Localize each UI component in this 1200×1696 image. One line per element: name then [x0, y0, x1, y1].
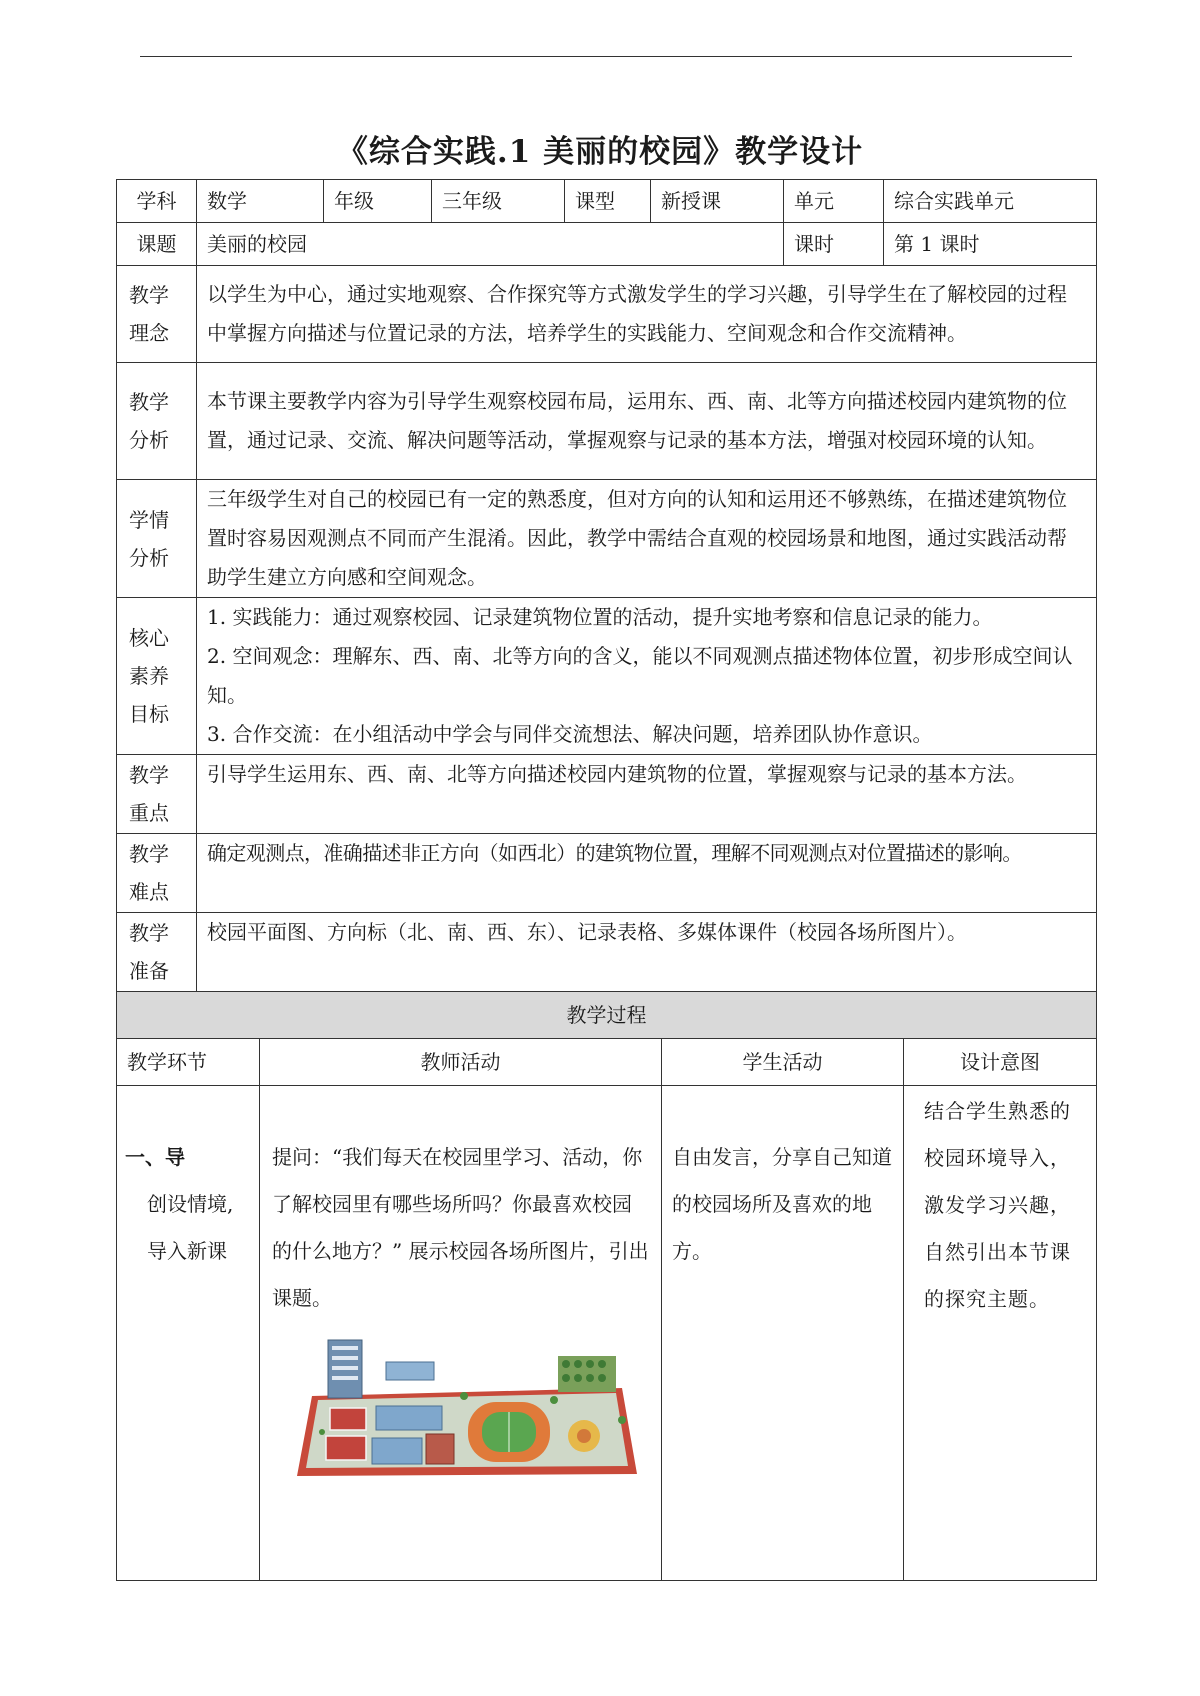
campus-map-illustration	[292, 1336, 642, 1486]
unit-label: 单元	[784, 180, 884, 223]
difficult-label-line1: 教学	[129, 842, 169, 866]
learner-text: 三年级学生对自己的校园已有一定的熟悉度，但对方向的认知和运用还不够熟练，在描述建筑物位置时容易因观测点不同而产生混淆。因此，教学中需结合直观的校园场景和地图，通过实践活动帮助学生建立方向感和空间观念。	[197, 480, 1097, 598]
stage-subtitle-line2: 导入新课	[147, 1239, 227, 1263]
unit-value: 综合实践单元	[884, 180, 1097, 223]
header-student-activity: 学生活动	[662, 1039, 904, 1086]
philosophy-label-line1: 教学	[129, 283, 169, 307]
header-teacher-activity: 教师活动	[260, 1039, 662, 1086]
difficulties-label	[117, 834, 197, 913]
topic-value: 美丽的校园	[197, 223, 784, 266]
header-rule	[140, 56, 1072, 57]
difficult-label-line2: 难点	[129, 880, 169, 904]
court-2	[326, 1436, 366, 1460]
learner-label-line2: 分析	[129, 545, 169, 570]
core-goals-list	[197, 598, 1097, 755]
design-intent-text: 结合学生熟悉的校园环境导入，激发学习兴趣，自然引出本节课的探究主题。	[924, 1099, 1071, 1311]
info-row-core-goals	[117, 598, 1097, 755]
core-goals-label	[117, 598, 197, 755]
core-label-line3: 目标	[129, 702, 169, 726]
stage-subtitle-line1: 创设情境,	[147, 1192, 234, 1216]
learner-label	[117, 480, 197, 598]
library	[372, 1438, 422, 1464]
lesson-info-table	[116, 179, 1097, 992]
header-design-intent: 设计意图	[904, 1039, 1097, 1086]
learner-label-line1: 学情	[129, 507, 169, 532]
office-building	[386, 1362, 434, 1380]
key-label-line1: 教学	[129, 763, 169, 787]
process-title-row	[117, 992, 1097, 1039]
info-row-difficulties	[117, 834, 1097, 913]
gate-building	[426, 1434, 454, 1464]
design-intent-cell	[904, 1086, 1097, 1581]
period-label: 课时	[784, 223, 884, 266]
teaching-building	[376, 1406, 442, 1430]
core-goal-item: 1. 实践能力：通过观察校园、记录建筑物位置的活动，提升实地考察和信息记录的能力。	[207, 605, 993, 629]
preparation-text: 校园平面图、方向标（北、南、西、东）、记录表格、多媒体课件（校园各场所图片）。	[197, 913, 1097, 992]
prep-label-line2: 准备	[129, 959, 169, 983]
analysis-label-line2: 分析	[129, 428, 169, 452]
info-row-topic	[117, 223, 1097, 266]
info-row-preparation	[117, 913, 1097, 992]
preparation-label	[117, 913, 197, 992]
subject-value: 数学	[197, 180, 324, 223]
student-activity-cell: 自由发言，分享自己知道的校园场所及喜欢的地方。	[662, 1086, 904, 1581]
key-points-label	[117, 755, 197, 834]
grade-value: 三年级	[432, 180, 565, 223]
subject-label: 学科	[117, 180, 197, 223]
analysis-text: 本节课主要教学内容为引导学生观察校园布局，运用东、西、南、北等方向描述校园内建筑物的位置，通过记录、交流、解决问题等活动，掌握观察与记录的基本方法，增强对校园环境的认知。	[197, 363, 1097, 480]
analysis-label-line1: 教学	[129, 390, 169, 414]
philosophy-text: 以学生为中心，通过实地观察、合作探究等方式激发学生的学习兴趣，引导学生在了解校园的过程中掌握方向描述与位置记录的方法，培养学生的实践能力、空间观念和合作交流精神。	[197, 266, 1097, 363]
core-goal-item: 3. 合作交流：在小组活动中学会与同伴交流想法、解决问题，培养团队协作意识。	[207, 722, 933, 746]
core-label-line2: 素养	[129, 664, 169, 688]
process-title: 教学过程	[117, 992, 1097, 1039]
philosophy-label-line2: 理念	[129, 321, 169, 345]
difficulties-text: 确定观测点，准确描述非正方向（如西北）的建筑物位置，理解不同观测点对位置描述的影响。	[197, 834, 1097, 913]
info-row-philosophy	[117, 266, 1097, 363]
core-goal-item: 2. 空间观念：理解东、西、南、北等方向的含义，能以不同观测点描述物体位置，初步形成空间认知。	[207, 644, 1073, 707]
teacher-activity-text: 提问：“我们每天在校园里学习、活动，你了解校园里有哪些场所吗？你最喜欢校园的什么地方？” 展示校园各场所图片，引出课题。	[272, 1145, 649, 1310]
court-1	[330, 1408, 366, 1430]
stage-title: 一、导	[125, 1145, 185, 1169]
stage-cell	[117, 1086, 260, 1581]
lesson-type-value: 新授课	[651, 180, 784, 223]
info-row-key-points	[117, 755, 1097, 834]
process-row-intro	[117, 1086, 1097, 1581]
document-title: 《综合实践.1 美丽的校园》教学设计	[336, 134, 864, 170]
header-stage: 教学环节	[117, 1039, 260, 1086]
core-label-line1: 核心	[129, 626, 169, 650]
key-points-text: 引导学生运用东、西、南、北等方向描述校园内建筑物的位置，掌握观察与记录的基本方法。	[197, 755, 1097, 834]
lesson-type-label: 课型	[565, 180, 651, 223]
grade-label: 年级	[324, 180, 432, 223]
prep-label-line1: 教学	[129, 921, 169, 945]
info-row-learner	[117, 480, 1097, 598]
philosophy-label	[117, 266, 197, 363]
process-header-row	[117, 1039, 1097, 1086]
period-value: 第 1 课时	[884, 223, 1097, 266]
teacher-activity-cell	[260, 1086, 662, 1581]
teaching-process-table	[116, 991, 1097, 1581]
key-label-line2: 重点	[129, 801, 169, 825]
topic-label: 课题	[117, 223, 197, 266]
analysis-label	[117, 363, 197, 480]
info-row-analysis	[117, 363, 1097, 480]
info-row-basic	[117, 180, 1097, 223]
